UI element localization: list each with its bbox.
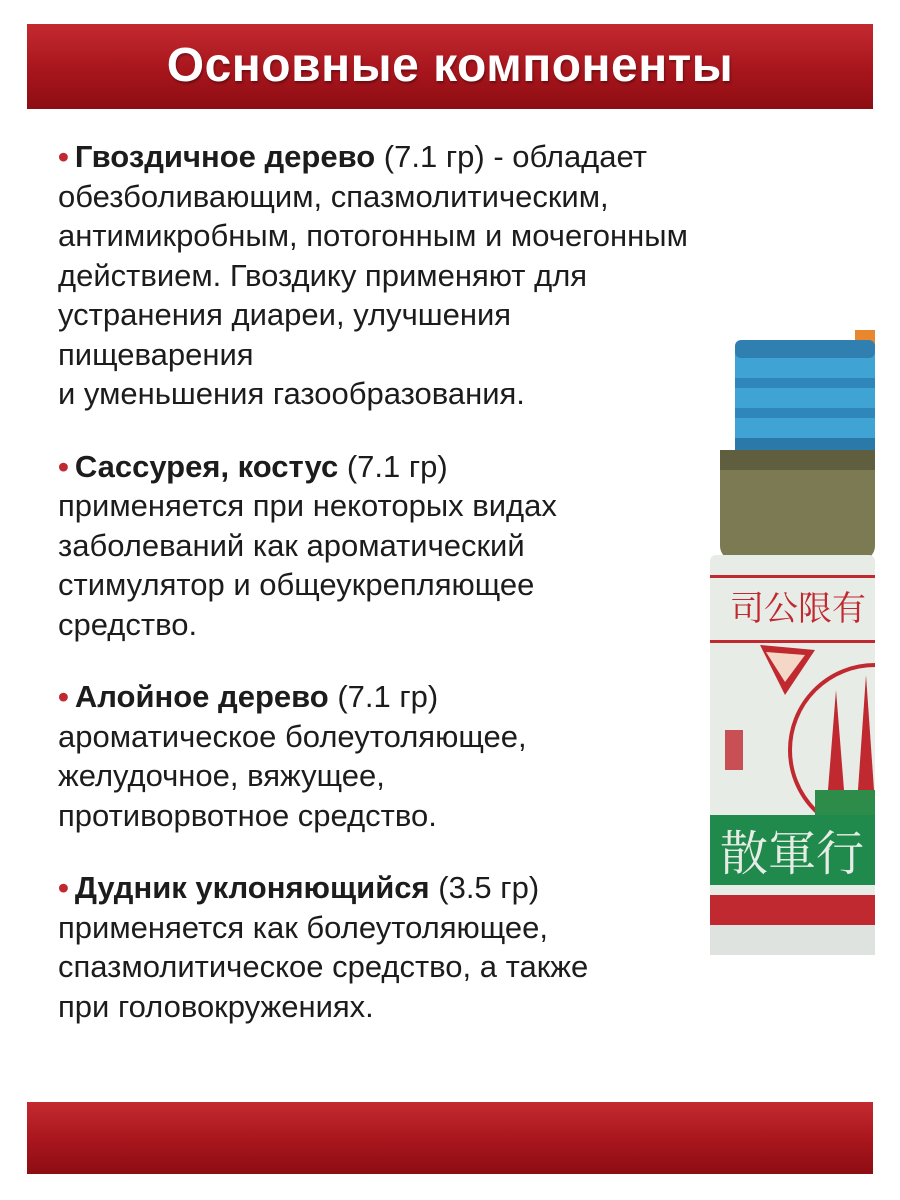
component-weight: (7.1 гр) [383, 139, 485, 174]
component-item [58, 137, 858, 414]
bullet-icon: • [58, 139, 69, 174]
component-text: антимикробным, потогонным и мочегонным [58, 218, 688, 253]
component-name: Алойное дерево [74, 679, 329, 714]
component-text: спазмолитическое средство, а также [58, 949, 589, 984]
component-text: - обладает [484, 139, 647, 174]
footer-banner [27, 1102, 873, 1174]
component-text: и уменьшения газообразования. [58, 376, 525, 411]
component-weight: (7.1 гр) [337, 679, 439, 714]
bullet-icon: • [58, 870, 69, 905]
component-text: ароматическое болеутоляющее, [58, 718, 527, 754]
bullet-icon: • [58, 679, 69, 714]
component-text: применяется как болеутоляющее, [58, 909, 549, 945]
component-name: Сассурея, костус [74, 448, 339, 484]
component-text: желудочное, вяжущее, [58, 758, 385, 793]
component-text: заболеваний как ароматический [58, 527, 525, 563]
component-text: при головокружениях. [58, 988, 374, 1024]
component-item [58, 868, 858, 1026]
component-text: противорвотное средство. [58, 797, 437, 833]
component-text: обезболивающим, спазмолитическим, [58, 178, 609, 214]
label-text-top: 司公限有 [730, 589, 866, 629]
component-text: стимулятор и общеукрепляющее [58, 567, 535, 602]
component-text: действием. Гвоздику применяют для [58, 257, 588, 293]
bullet-icon: • [58, 448, 69, 484]
component-item [58, 677, 858, 835]
component-text: применяется при некоторых видах [58, 488, 557, 523]
component-item [58, 447, 858, 645]
components-list [58, 137, 858, 1059]
component-weight: (3.5 гр) [438, 870, 540, 905]
component-text: пищеварения [58, 336, 254, 372]
label-text-bottom: 散軍行 [720, 826, 865, 882]
page-title: Основные компоненты [166, 39, 734, 92]
component-weight: (7.1 гр) [346, 448, 448, 484]
header-banner [27, 24, 873, 109]
component-text: средство. [58, 606, 198, 642]
component-text: устранения диареи, улучшения [58, 297, 512, 332]
component-name: Дудник уклоняющийся [74, 870, 430, 905]
component-name: Гвоздичное дерево [74, 139, 376, 174]
